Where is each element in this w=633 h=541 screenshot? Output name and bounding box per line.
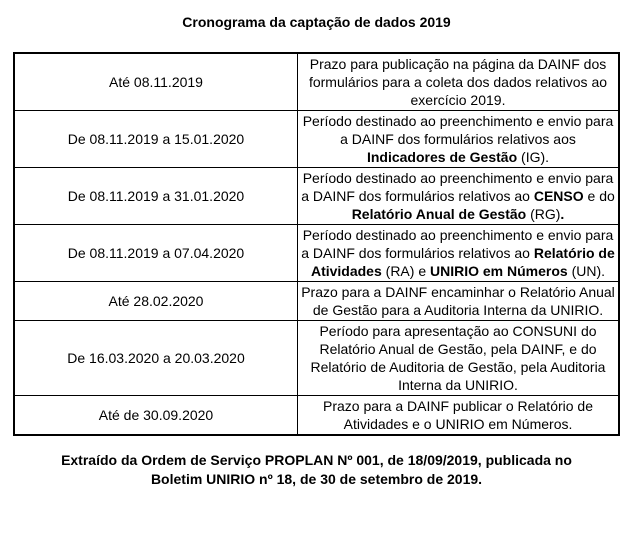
period-cell: Até 08.11.2019 — [14, 53, 298, 111]
table-row — [14, 111, 619, 168]
source-note-line1: Extraído da Ordem de Serviço PROPLAN Nº 001, de 18/09/2019, publicada no — [61, 452, 572, 468]
period-cell: De 08.11.2019 a 31.01.2020 — [14, 168, 298, 225]
schedule-table — [13, 52, 620, 436]
period-cell: Até 28.02.2020 — [14, 282, 298, 321]
description-cell: Período para apresentação ao CONSUNI do Relatório Anual de Gestão, pela DAINF, e do Relatório de Auditoria de Gestão, pela Auditoria Interna da UNIRIO. — [298, 321, 620, 396]
table-row — [14, 168, 619, 225]
period-cell: De 08.11.2019 a 15.01.2020 — [14, 111, 298, 168]
table-row — [14, 225, 619, 282]
description-cell: Período destinado ao preenchimento e envio para a DAINF dos formulários relativos ao CENSO e do Relatório Anual de Gestão (RG). — [298, 168, 620, 225]
period-cell: De 16.03.2020 a 20.03.2020 — [14, 321, 298, 396]
table-row — [14, 282, 619, 321]
table-row — [14, 321, 619, 396]
table-row — [14, 396, 619, 436]
description-cell: Prazo para a DAINF publicar o Relatório de Atividades e o UNIRIO em Números. — [298, 396, 620, 436]
description-cell: Prazo para publicação na página da DAINF dos formulários para a coleta dos dados relativos ao exercício 2019. — [298, 53, 620, 111]
page-title: Cronograma da captação de dados 2019 — [182, 14, 451, 30]
source-note — [0, 451, 633, 489]
description-cell: Período destinado ao preenchimento e envio para a DAINF dos formulários relativos ao Relatório de Atividades (RA) e UNIRIO em Números (UN). — [298, 225, 620, 282]
description-cell: Prazo para a DAINF encaminhar o Relatório Anual de Gestão para a Auditoria Interna da UNIRIO. — [298, 282, 620, 321]
source-note-line2: Boletim UNIRIO nº 18, de 30 de setembro de 2019. — [150, 471, 483, 487]
table-row — [14, 53, 619, 111]
description-cell: Período destinado ao preenchimento e envio para a DAINF dos formulários relativos aos Indicadores de Gestão (IG). — [298, 111, 620, 168]
period-cell: Até de 30.09.2020 — [14, 396, 298, 436]
period-cell: De 08.11.2019 a 07.04.2020 — [14, 225, 298, 282]
